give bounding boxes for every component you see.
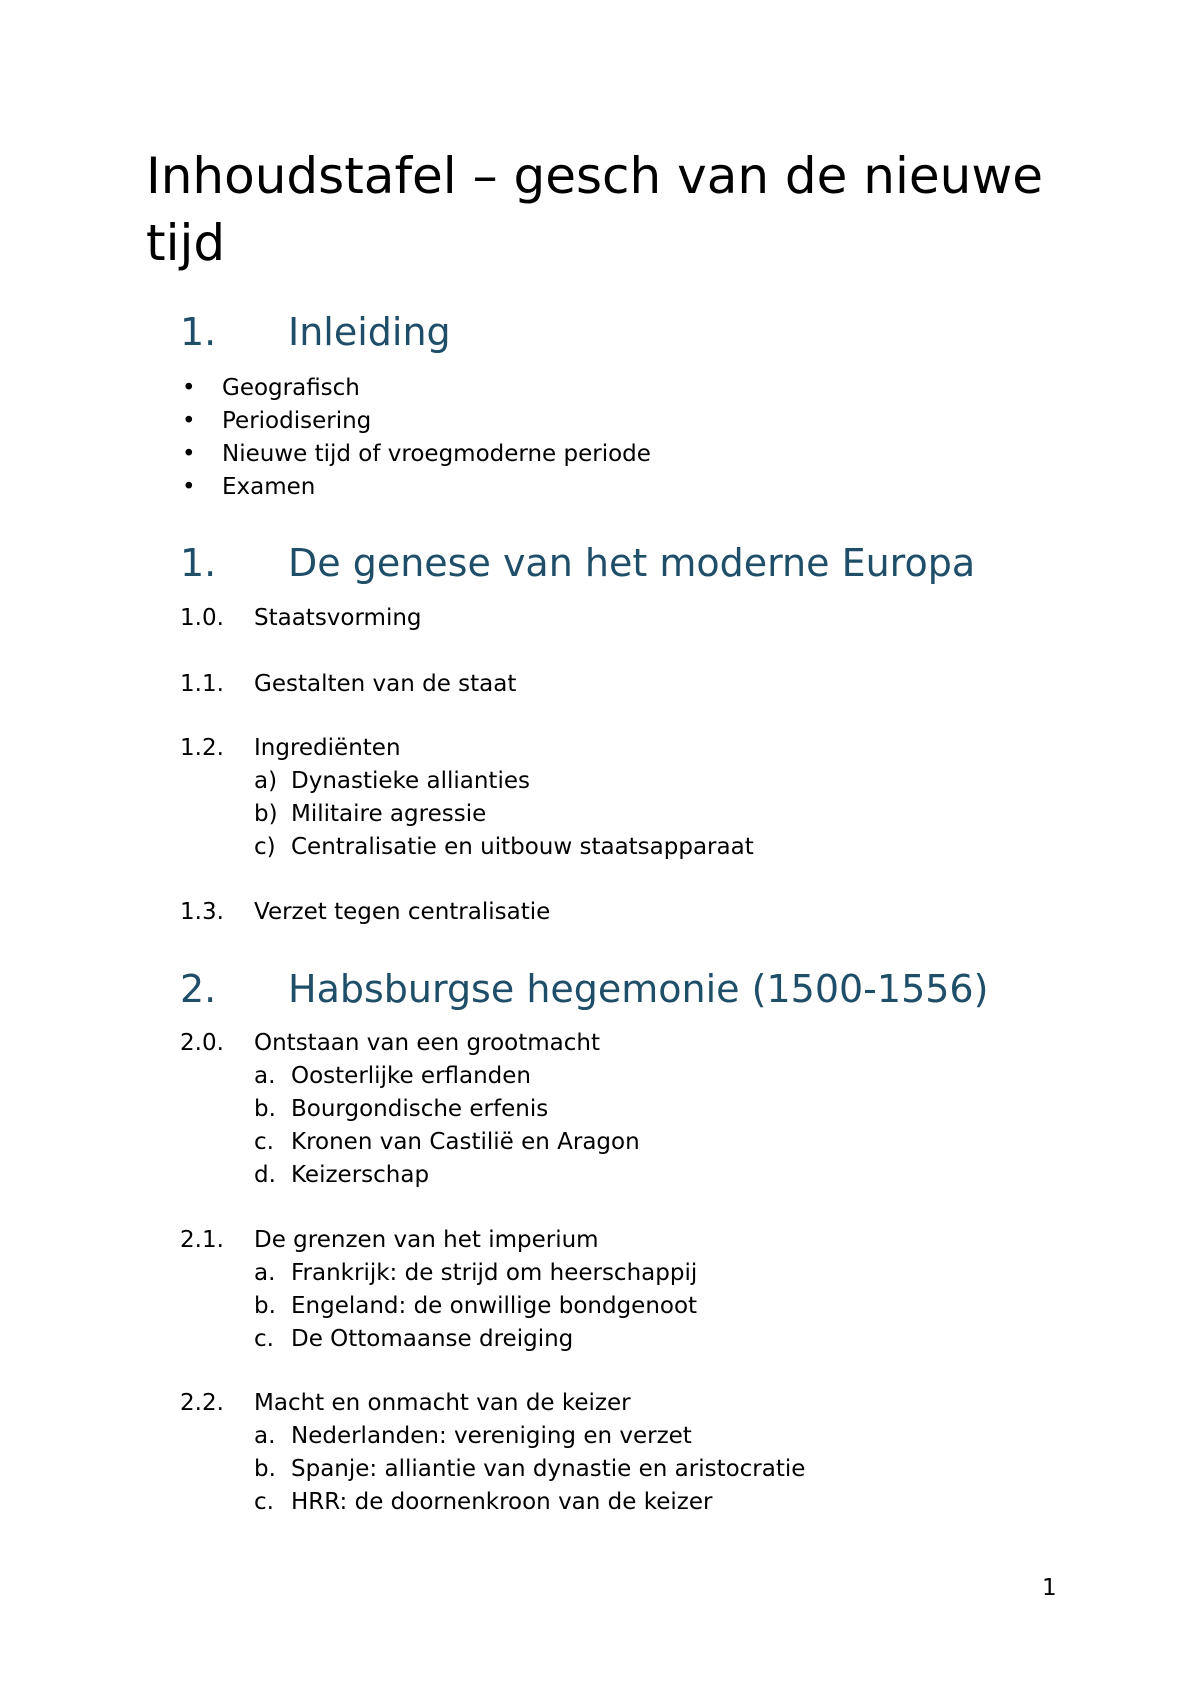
toc-subentry-letter: c.: [254, 1489, 274, 1515]
toc-subentry: [254, 1061, 531, 1091]
heading-number: 1.: [180, 541, 217, 585]
toc-subentry-letter: a.: [254, 1063, 276, 1089]
toc-subentry: [254, 1324, 573, 1354]
list-item: [182, 373, 360, 403]
toc-entry-number: 1.3.: [180, 899, 224, 925]
toc-subentry: [254, 766, 530, 796]
toc-entry-number: 2.2.: [180, 1390, 224, 1416]
bullet-icon: •: [182, 408, 196, 434]
toc-subentry: [254, 1258, 697, 1288]
toc-entry-number: 2.0.: [180, 1030, 224, 1056]
toc-entry: [180, 1388, 631, 1418]
page-number: 1: [1042, 1575, 1057, 1601]
toc-entry: [180, 1028, 600, 1058]
list-item-label: Examen: [222, 474, 316, 500]
toc-subentry-letter: a.: [254, 1423, 276, 1449]
toc-entry: [180, 603, 422, 633]
toc-subentry-label: Centralisatie en uitbouw staatsapparaat: [291, 834, 754, 860]
heading-label: Habsburgse hegemonie (1500-1556): [288, 967, 989, 1011]
toc-subentry-letter: a.: [254, 1260, 276, 1286]
toc-subentry-letter: b): [254, 801, 278, 827]
heading-number: 2.: [180, 967, 217, 1011]
toc-entry: [180, 897, 550, 927]
toc-entry-label: Ingrediënten: [254, 735, 401, 761]
toc-entry: [180, 669, 516, 699]
heading-label: Inleiding: [288, 310, 451, 354]
toc-subentry-label: Bourgondische erfenis: [291, 1096, 549, 1122]
toc-entry-label: Macht en onmacht van de keizer: [254, 1390, 631, 1416]
toc-subentry-letter: c.: [254, 1326, 274, 1352]
toc-entry-number: 1.1.: [180, 671, 224, 697]
toc-subentry: [254, 1454, 805, 1484]
toc-subentry-letter: c): [254, 834, 276, 860]
toc-entry-label: Verzet tegen centralisatie: [254, 899, 551, 925]
toc-subentry: [254, 1160, 429, 1190]
bullet-icon: •: [182, 474, 196, 500]
heading-section-2: [180, 967, 988, 1011]
heading-inleiding: [180, 310, 451, 354]
heading-label: De genese van het moderne Europa: [288, 541, 976, 585]
toc-entry-label: Gestalten van de staat: [254, 671, 517, 697]
list-item-label: Nieuwe tijd of vroegmoderne periode: [222, 441, 651, 467]
list-item-label: Geografisch: [222, 375, 360, 401]
toc-subentry-letter: a): [254, 768, 278, 794]
toc-subentry: [254, 1487, 712, 1517]
bullet-icon: •: [182, 375, 196, 401]
toc-subentry-label: Keizerschap: [291, 1162, 430, 1188]
toc-subentry: [254, 1291, 697, 1321]
toc-entry-number: 1.2.: [180, 735, 224, 761]
toc-subentry-letter: b.: [254, 1456, 276, 1482]
toc-subentry-label: Engeland: de onwillige bondgenoot: [291, 1293, 698, 1319]
heading-section-1: [180, 541, 975, 585]
toc-subentry-letter: d.: [254, 1162, 276, 1188]
toc-subentry-label: De Ottomaanse dreiging: [291, 1326, 574, 1352]
toc-subentry-letter: b.: [254, 1096, 276, 1122]
toc-subentry-label: Spanje: alliantie van dynastie en aristocratie: [291, 1456, 806, 1482]
toc-subentry: [254, 1421, 692, 1451]
toc-entry-number: 1.0.: [180, 605, 224, 631]
toc-subentry-label: Oosterlijke erflanden: [291, 1063, 532, 1089]
toc-subentry: [254, 1127, 640, 1157]
toc-subentry-label: Frankrijk: de strijd om heerschappij: [291, 1260, 698, 1286]
toc-entry: [180, 733, 401, 763]
toc-subentry-letter: c.: [254, 1129, 274, 1155]
document-title: Inhoudstafel – gesch van de nieuwe tijd: [146, 147, 1043, 272]
toc-subentry: [254, 799, 486, 829]
list-item: [182, 472, 315, 502]
toc-subentry: [254, 832, 754, 862]
toc-subentry-letter: b.: [254, 1293, 276, 1319]
toc-subentry-label: Dynastieke allianties: [291, 768, 530, 794]
toc-subentry-label: Nederlanden: vereniging en verzet: [291, 1423, 692, 1449]
list-item: [182, 439, 651, 469]
toc-subentry: [254, 1094, 548, 1124]
toc-subentry-label: HRR: de doornenkroon van de keizer: [291, 1489, 713, 1515]
toc-entry-label: De grenzen van het imperium: [254, 1227, 599, 1253]
toc-entry: [180, 1225, 599, 1255]
list-item: [182, 406, 371, 436]
list-item-label: Periodisering: [222, 408, 372, 434]
toc-subentry-label: Militaire agressie: [291, 801, 487, 827]
toc-entry-number: 2.1.: [180, 1227, 224, 1253]
toc-subentry-label: Kronen van Castilië en Aragon: [291, 1129, 640, 1155]
toc-entry-label: Staatsvorming: [254, 605, 422, 631]
heading-number: 1.: [180, 310, 217, 354]
bullet-icon: •: [182, 441, 196, 467]
toc-entry-label: Ontstaan van een grootmacht: [254, 1030, 601, 1056]
